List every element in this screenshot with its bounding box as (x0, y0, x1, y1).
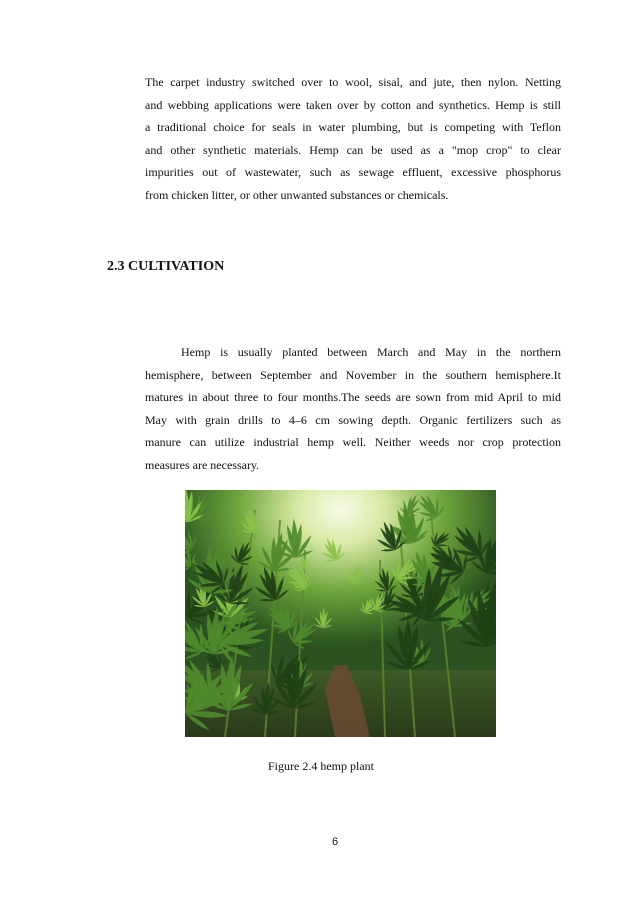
text-line: a traditional choice for seals in water plumbing, but is competing with Teflon (145, 120, 561, 135)
text-line: May with grain drills to 4–6 cm sowing depth. Organic fertilizers such as (145, 412, 561, 427)
text-line: impurities out of wastewater, such as sewage effluent, excessive phosphorus (145, 165, 561, 180)
page-number: 6 (331, 836, 339, 848)
text-line: matures in about three to four months.The seeds are sown from mid April to mid (145, 390, 561, 405)
text-line: and other synthetic materials. Hemp can be used as a "mop crop" to clear (145, 142, 561, 157)
figure-caption: Figure 2.4 hemp plant (268, 759, 374, 773)
section-heading: 2.3 CULTIVATION (107, 259, 225, 274)
text-line: and webbing applications were taken over by cotton and synthetics. Hemp is still (145, 97, 561, 112)
text-line: from chicken litter, or other unwanted substances or chemicals. (145, 187, 449, 202)
text-line: Hemp is usually planted between March and May in the northern (181, 345, 561, 359)
text-line: The carpet industry switched over to wool, sisal, and jute, then nylon. Netting (145, 75, 561, 89)
body-paragraph-cultivation (145, 341, 561, 477)
text-line: measures are necessary. (145, 457, 260, 472)
hemp-field-illustration (185, 490, 496, 737)
hemp-plant-photo (185, 490, 496, 737)
text-line: manure can utilize industrial hemp well. Neither weeds nor crop protection (145, 435, 561, 450)
body-paragraph-intro (145, 71, 561, 207)
text-line: hemisphere, between September and November in the southern hemisphere.It (145, 367, 561, 382)
